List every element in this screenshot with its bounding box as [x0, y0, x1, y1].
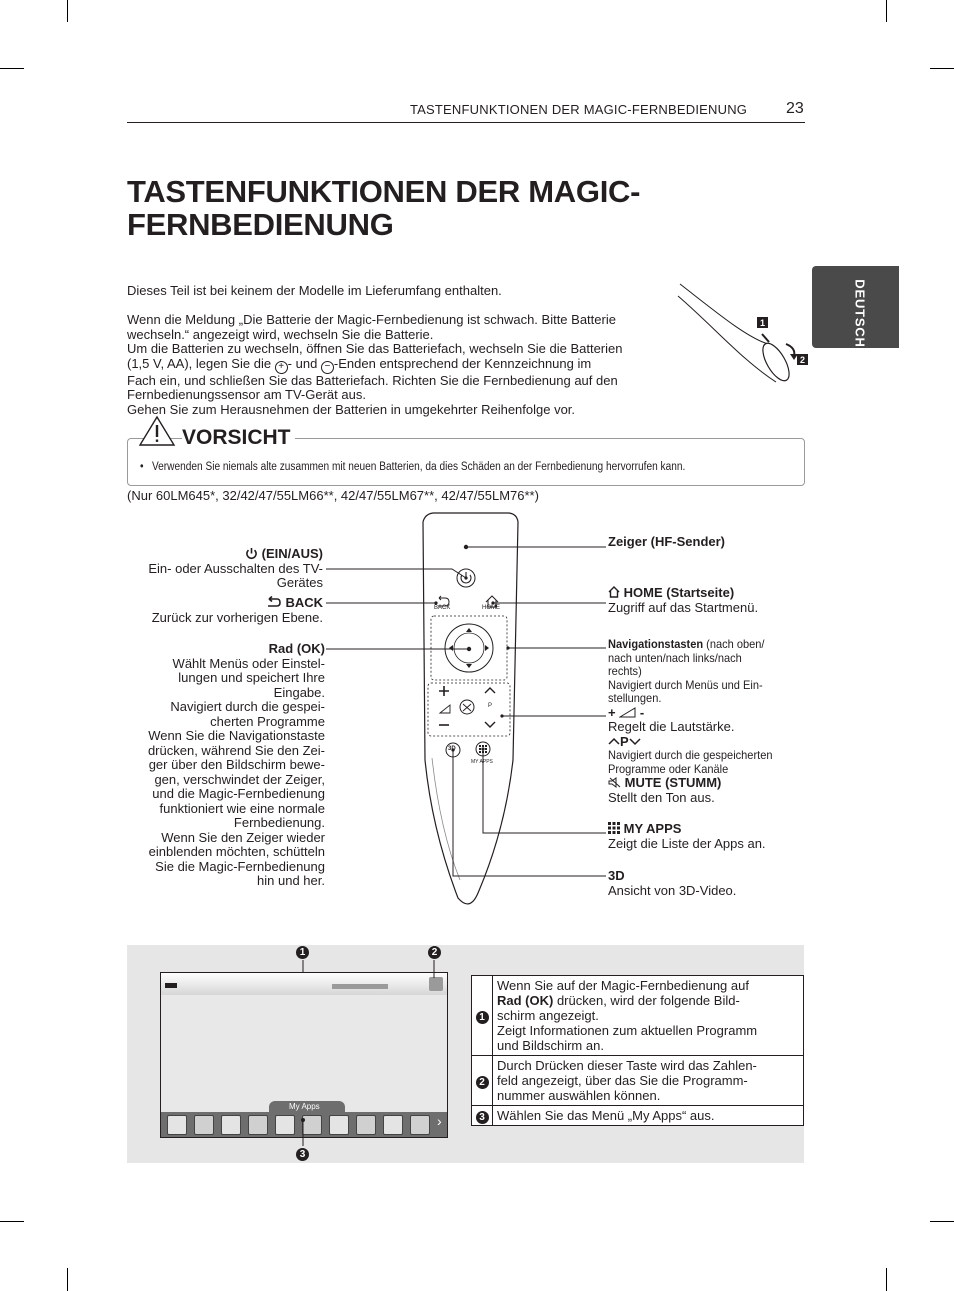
running-header: TASTENFUNKTIONEN DER MAGIC-FERNBEDIENUNG	[410, 102, 748, 117]
program-text: Programme oder Kanäle	[608, 761, 729, 776]
navigation-line: rechts)	[608, 664, 642, 678]
text: Rad (OK)	[497, 993, 554, 1008]
threed-title: 3D	[608, 868, 625, 883]
wheel-text-line: cherten Programme	[210, 713, 325, 729]
wheel-text-line: einblenden möchten, schütteln	[148, 844, 325, 859]
remote-back-label: BACK	[434, 605, 451, 611]
power-text: Gerätes	[276, 575, 323, 590]
text: Zeigt Informationen zum aktuellen Programm	[497, 1023, 758, 1038]
table-cell-text	[493, 1056, 804, 1106]
myapps-tab-label: My Apps	[289, 1102, 320, 1111]
text: Wählen Sie das Menü „My Apps“ aus.	[497, 1108, 715, 1123]
text: (EIN/AUS)	[261, 546, 323, 561]
table-row	[472, 1106, 804, 1126]
text: nummer auswählen können.	[497, 1088, 661, 1103]
intro-line: Um die Batterien zu wechseln, öffnen Sie das Batteriefach, wechseln Sie die Batterien	[127, 341, 623, 356]
page-title-line: TASTENFUNKTIONEN DER MAGIC-	[127, 174, 641, 209]
text: Durch Drücken dieser Taste wird das Zahlen-	[497, 1058, 757, 1073]
row-number: 1	[476, 1011, 489, 1024]
back-text: Zurück zur vorherigen Ebene.	[151, 609, 323, 625]
page-title-line: FERNBEDIENUNG	[127, 207, 394, 242]
text: drücken, wird der folgende Bild-	[553, 993, 740, 1008]
wheel-text-line: Eingabe.	[273, 684, 325, 700]
myapps-text: Zeigt die Liste der Apps an.	[608, 835, 766, 851]
navigation-line: Navigiert durch Menüs und Ein-	[608, 677, 763, 692]
chevron-right-icon: ›	[437, 1113, 442, 1129]
volume-text: Regelt die Lautstärke.	[608, 719, 735, 734]
minus-terminal-icon: −	[321, 361, 334, 374]
language-tab-label: DEUTSCH	[852, 279, 868, 348]
text: HOME (Startseite)	[623, 585, 735, 600]
text: Wenn Sie auf der Magic-Fernbedienung auf	[497, 978, 749, 993]
callout-number: 3	[296, 1148, 309, 1161]
wheel-text-line: funktioniert wie eine normale	[159, 800, 325, 816]
table-cell-number	[472, 1056, 493, 1106]
remote-3d-button: 3D	[448, 746, 456, 752]
text: Navigationstasten	[608, 637, 704, 651]
intro-line: Fernbedienungssensor am TV-Gerät aus.	[127, 387, 366, 402]
wheel-text-line: Wählt Menüs oder Einstel-	[172, 655, 325, 671]
wheel-text-line: Wenn Sie den Zeiger wieder	[161, 829, 325, 845]
text: +	[608, 704, 616, 720]
row-number: 3	[476, 1111, 489, 1124]
wheel-text-line: Fernbedienung.	[233, 815, 325, 830]
battery-step-number: 2	[799, 355, 806, 365]
page-number: 23	[786, 100, 804, 117]
callout-table	[471, 975, 804, 1126]
remote-myapps-label: MY APPS	[471, 759, 493, 765]
text: MY APPS	[623, 821, 682, 836]
text: schirm angezeigt.	[497, 1008, 599, 1023]
remote-home-label: HOME	[482, 605, 500, 611]
mute-text: Stellt den Ton aus.	[608, 789, 715, 805]
wheel-text-line: Navigiert durch die gespei-	[170, 699, 325, 714]
intro-line: Wenn die Meldung „Die Batterie der Magic-Fernbedienung ist schwach. Bitte Batterie	[127, 312, 616, 327]
text: -	[639, 704, 645, 720]
wheel-text-line: hin und her.	[257, 873, 325, 888]
caution-title: VORSICHT	[182, 426, 295, 450]
wheel-title: Rad (OK)	[268, 641, 325, 656]
caution-text: Verwenden Sie niemals alte zusammen mit neuen Batterien, da dies Schäden an der Fernbedienung hervorrufen kann.	[151, 461, 686, 473]
text: BACK	[285, 595, 323, 610]
table-cell-number	[472, 1106, 493, 1126]
text: (nach oben/	[703, 637, 765, 651]
wheel-text-line: ger über den Bildschirm bewe-	[148, 757, 325, 772]
bullet: •	[140, 461, 144, 473]
text: MUTE (STUMM)	[624, 775, 722, 790]
text: (1,5 V, AA), legen Sie die	[127, 355, 275, 371]
table-cell-text	[493, 1106, 804, 1126]
wheel-text-line: Sie die Magic-Fernbedienung	[155, 858, 325, 874]
navigation-line: stellungen.	[608, 691, 662, 705]
text: und Bildschirm an.	[497, 1038, 604, 1053]
pointer-title: Zeiger (HF-Sender)	[608, 534, 726, 549]
intro-line: Fach ein, und schließen Sie das Batteriefach. Richten Sie die Fernbedienung auf den	[127, 372, 618, 388]
text: P	[620, 733, 629, 749]
table-cell-number	[472, 976, 493, 1056]
callout-number: 1	[296, 946, 309, 959]
text: feld angezeigt, über das Sie die Programm-	[497, 1073, 748, 1088]
text: -Enden entsprechend der Kennzeichnung im	[333, 355, 592, 371]
battery-step-number: 1	[759, 318, 766, 328]
wheel-text-line: Wenn Sie die Navigationstaste	[148, 728, 325, 743]
intro-line: Gehen Sie zum Herausnehmen der Batterien in umgekehrter Reihenfolge vor.	[127, 401, 576, 417]
wheel-text-line: drücken, während Sie den Zei-	[147, 742, 325, 758]
navigation-line: nach unten/nach links/nach	[608, 650, 742, 665]
wheel-text-line: und die Magic-Fernbedienung	[152, 786, 325, 801]
plus-terminal-icon: +	[275, 361, 288, 374]
row-number: 2	[476, 1076, 489, 1089]
intro-line: wechseln.“ angezeigt wird, wechseln Sie die Batterie.	[127, 326, 434, 342]
text-line	[497, 993, 799, 1008]
callout-number: 2	[428, 946, 441, 959]
remote-p-label: P	[488, 703, 493, 709]
power-text: Ein- oder Ausschalten des TV-	[148, 560, 323, 576]
threed-text: Ansicht von 3D-Video.	[608, 882, 737, 898]
program-text: Navigiert durch die gespeicherten	[608, 748, 773, 762]
home-text: Zugriff auf das Startmenü.	[608, 599, 759, 615]
table-row	[472, 1056, 804, 1106]
models-note: (Nur 60LM645*, 32/42/47/55LM66**, 42/47/55LM67**, 42/47/55LM76**)	[127, 488, 539, 503]
table-row	[472, 976, 804, 1056]
wheel-text-line: gen, verschwindet der Zeiger,	[154, 771, 325, 787]
intro-paragraph: Dieses Teil ist bei keinem der Modelle im Lieferumfang enthalten.	[127, 283, 502, 298]
wheel-text-line: lungen und speichert Ihre	[178, 670, 325, 685]
text: - und	[287, 355, 321, 371]
table-cell-text	[493, 976, 804, 1056]
